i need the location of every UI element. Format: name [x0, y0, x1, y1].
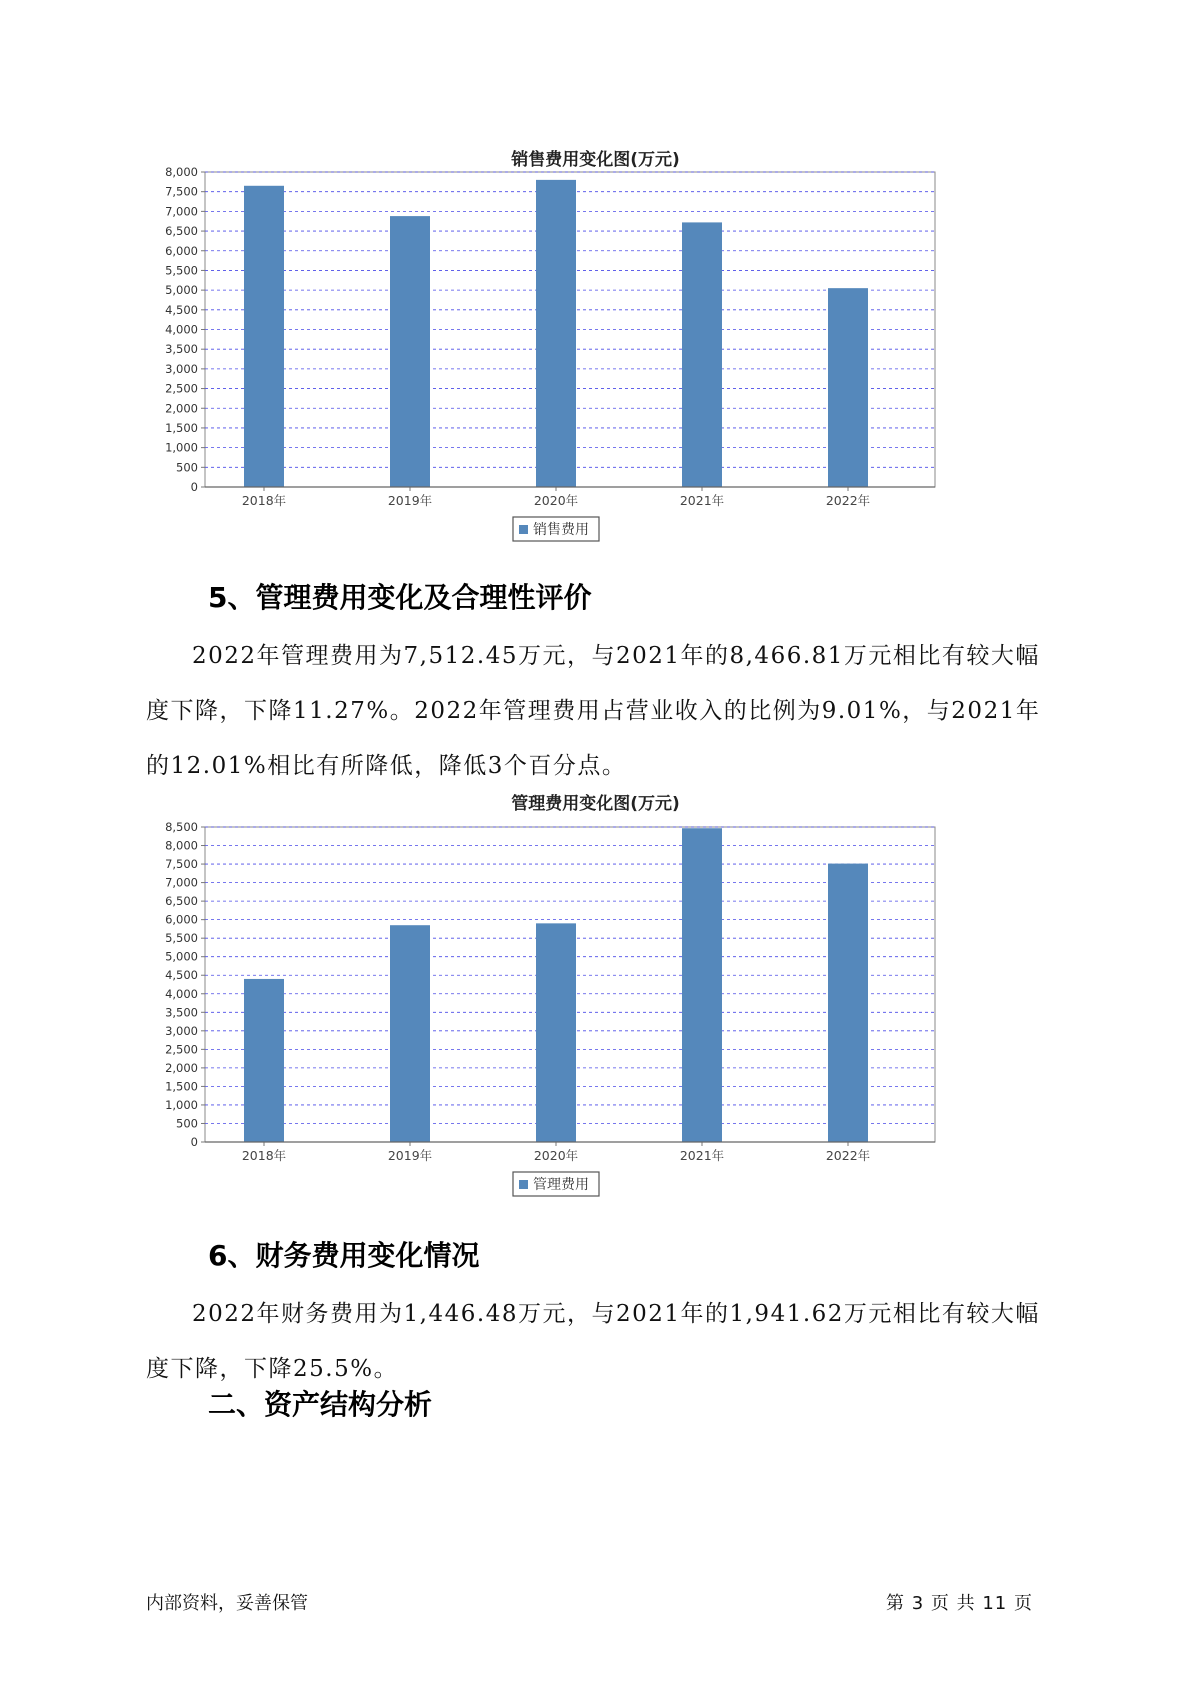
x-tick-label: 2022年	[825, 493, 871, 508]
section-5-heading: 5、管理费用变化及合理性评价	[208, 581, 592, 614]
y-tick-label: 500	[176, 460, 198, 475]
bar-2019年	[390, 216, 430, 487]
y-tick-label: 500	[176, 1116, 198, 1131]
chart-legend	[513, 517, 599, 541]
y-tick-label: 5,500	[165, 931, 198, 946]
y-tick-label: 4,500	[165, 302, 198, 317]
y-tick-label: 6,500	[165, 224, 198, 239]
bar-2022年	[828, 288, 868, 487]
y-tick-label: 2,000	[165, 401, 198, 416]
x-tick-label: 2022年	[825, 1148, 871, 1163]
y-tick-label: 5,000	[165, 283, 198, 298]
x-tick-label: 2019年	[387, 493, 433, 508]
x-tick-label: 2018年	[241, 1148, 287, 1163]
y-tick-label: 4,000	[165, 986, 198, 1001]
x-tick-label: 2021年	[679, 1148, 725, 1163]
y-tick-label: 1,000	[165, 440, 198, 455]
x-tick-label: 2021年	[679, 493, 725, 508]
bar-2021年	[682, 828, 722, 1142]
y-tick-label: 7,000	[165, 204, 198, 219]
y-tick-label: 0	[190, 1135, 198, 1149]
y-tick-label: 3,500	[165, 1005, 198, 1020]
bar-2018年	[244, 186, 284, 487]
bar-2018年	[244, 979, 284, 1142]
sales-chart-title: 销售费用变化图(万元)	[511, 150, 680, 170]
y-tick-label: 5,500	[165, 263, 198, 278]
bar-2020年	[536, 923, 576, 1142]
y-tick-label: 6,000	[165, 912, 198, 927]
x-tick-label: 2020年	[533, 493, 579, 508]
y-tick-label: 2,000	[165, 1060, 198, 1075]
y-tick-label: 1,500	[165, 1079, 198, 1094]
y-tick-label: 3,000	[165, 361, 198, 376]
y-tick-label: 8,500	[165, 820, 198, 834]
bar-2020年	[536, 180, 576, 487]
y-tick-label: 4,500	[165, 968, 198, 983]
bar-2019年	[390, 925, 430, 1142]
sales-expense-chart	[150, 165, 1020, 555]
section-6-paragraph: 2022年财务费用为1,446.48万元，与2021年的1,941.62万元相比有较大幅度下降，下降25.5%。	[146, 1301, 1040, 1382]
footer-confidential-note: 内部资料，妥善保管	[146, 1593, 308, 1614]
bar-2022年	[828, 864, 868, 1142]
y-tick-label: 4,000	[165, 322, 198, 337]
section-6-heading: 6、财务费用变化情况	[208, 1239, 480, 1272]
admin-chart-title: 管理费用变化图(万元)	[511, 794, 680, 814]
section-asset-structure-heading: 二、资产结构分析	[208, 1388, 433, 1421]
y-tick-label: 6,500	[165, 894, 198, 909]
legend-label: 管理费用	[533, 1177, 589, 1193]
y-tick-label: 5,000	[165, 949, 198, 964]
y-tick-label: 3,000	[165, 1023, 198, 1038]
bar-2021年	[682, 222, 722, 487]
y-tick-label: 0	[190, 480, 198, 494]
y-tick-label: 3,500	[165, 342, 198, 357]
y-tick-label: 1,500	[165, 420, 198, 435]
x-tick-label: 2020年	[533, 1148, 579, 1163]
legend-label: 销售费用	[533, 522, 589, 538]
y-tick-label: 1,000	[165, 1097, 198, 1112]
x-tick-label: 2019年	[387, 1148, 433, 1163]
y-tick-label: 8,000	[165, 838, 198, 853]
admin-expense-chart	[150, 815, 1020, 1210]
legend-swatch	[519, 1180, 528, 1189]
y-tick-label: 6,000	[165, 243, 198, 258]
y-tick-label: 8,000	[165, 165, 198, 179]
section-5-paragraph: 2022年管理费用为7,512.45万元，与2021年的8,466.81万元相比有较大幅度下降，下降11.27%。2022年管理费用占营业收入的比例为9.01%，与2021年的12.01%相比有所降低，降低3个百分点。	[146, 643, 1041, 779]
y-tick-label: 2,500	[165, 1042, 198, 1057]
x-tick-label: 2018年	[241, 493, 287, 508]
y-tick-label: 2,500	[165, 381, 198, 396]
y-tick-label: 7,500	[165, 857, 198, 872]
legend-swatch	[519, 525, 528, 534]
y-tick-label: 7,500	[165, 184, 198, 199]
chart-legend	[513, 1172, 599, 1196]
y-tick-label: 7,000	[165, 875, 198, 890]
footer-page-number: 第 3 页 共 11 页	[886, 1593, 1033, 1614]
